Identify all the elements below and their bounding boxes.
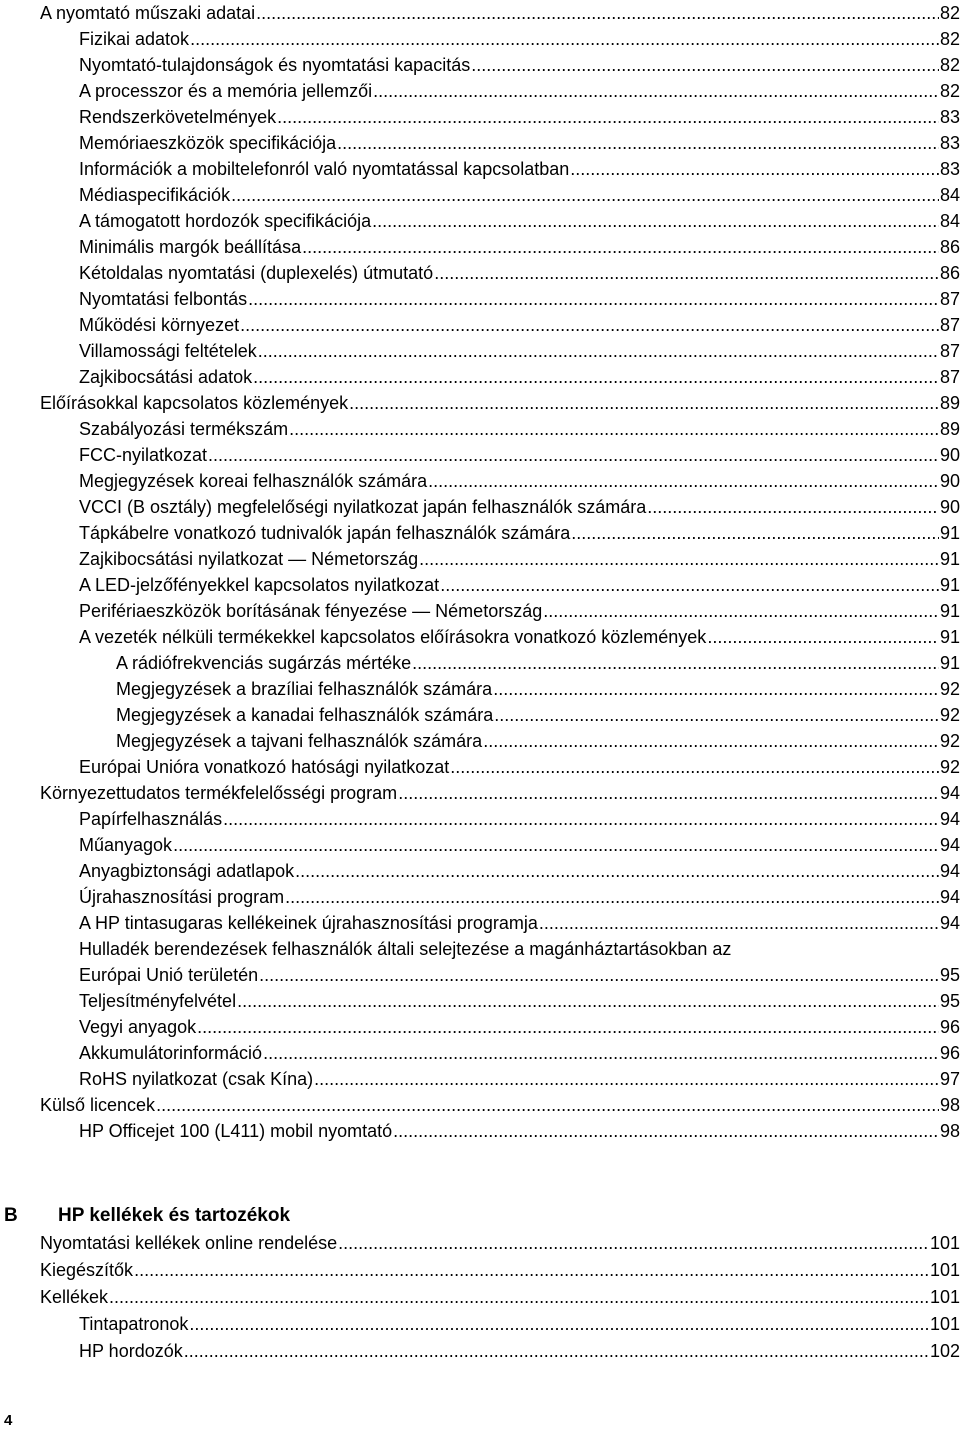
dot-leader: [337, 130, 939, 156]
toc-entry-title: Teljesítményfelvétel: [79, 991, 237, 1011]
toc-entry[interactable]: [40, 0, 960, 26]
toc-entry-page: 94: [939, 913, 960, 933]
dot-leader: [398, 780, 939, 806]
dot-leader: [571, 520, 939, 546]
toc-entry-title: Szabályozási termékszám: [79, 419, 289, 439]
toc-entry-title: Újrahasznosítási program: [79, 887, 285, 907]
dot-leader: [197, 1014, 939, 1040]
toc-entry-title: Tintapatronok: [79, 1314, 189, 1334]
dot-leader: [237, 988, 939, 1014]
toc-entry[interactable]: [79, 104, 960, 130]
toc-entry-page: 92: [939, 757, 960, 777]
toc-entry-title: A vezeték nélküli termékekkel kapcsolatos előírásokra vonatkozó közlemények: [79, 627, 707, 647]
toc-entry[interactable]: [79, 494, 960, 520]
toc-entry[interactable]: [79, 26, 960, 52]
toc-entry[interactable]: [116, 650, 960, 676]
dot-leader: [483, 728, 939, 754]
toc-entry[interactable]: [79, 1338, 960, 1364]
toc-entry-title: Előírásokkal kapcsolatos közlemények: [40, 393, 349, 413]
toc-entry-title: Akkumulátorinformáció: [79, 1043, 263, 1063]
toc-entry-title: RoHS nyilatkozat (csak Kína): [79, 1069, 314, 1089]
toc-entry[interactable]: [116, 728, 960, 754]
toc-entry[interactable]: [79, 364, 960, 390]
toc-entry-title: A támogatott hordozók specifikációja: [79, 211, 372, 231]
toc-entry-title: Műanyagok: [79, 835, 173, 855]
toc-entry[interactable]: [79, 468, 960, 494]
dot-leader: [253, 364, 939, 390]
toc-entry-title: Nyomtatási felbontás: [79, 289, 248, 309]
toc-entry-page: 87: [939, 315, 960, 335]
toc-entry[interactable]: [40, 1284, 960, 1310]
toc-entry-title: A HP tintasugaras kellékeinek újrahasznosítási programja: [79, 913, 538, 933]
toc-entry-page: 84: [939, 185, 960, 205]
dot-leader: [289, 416, 939, 442]
toc-entry[interactable]: [40, 1257, 960, 1283]
dot-leader: [338, 1230, 929, 1256]
toc-entry-page: 90: [939, 471, 960, 491]
toc-entry-title: VCCI (B osztály) megfelelőségi nyilatkozat japán felhasználók számára: [79, 497, 647, 517]
toc-entry-title: Villamossági feltételek: [79, 341, 257, 361]
toc-entry-title: FCC-nyilatkozat: [79, 445, 208, 465]
toc-entry-page: 94: [939, 835, 960, 855]
toc-entry[interactable]: [79, 1311, 960, 1337]
toc-entry[interactable]: [40, 1230, 960, 1256]
toc-entry-page: 91: [939, 575, 960, 595]
toc-entry-page: 92: [939, 705, 960, 725]
toc-entry-title: HP hordozók: [79, 1341, 183, 1361]
toc-entry-page: 91: [939, 627, 960, 647]
toc-entry[interactable]: [79, 754, 960, 780]
toc-entry-title: Papírfelhasználás: [79, 809, 223, 829]
toc-entry[interactable]: [79, 598, 960, 624]
page-number: 4: [4, 1412, 13, 1429]
dot-leader: [434, 260, 939, 286]
toc-entry-page: 83: [939, 159, 960, 179]
dot-leader: [259, 962, 939, 988]
toc-entry-page: 98: [939, 1121, 960, 1141]
toc-entry[interactable]: [40, 390, 960, 416]
dot-leader: [314, 1066, 939, 1092]
dot-leader: [419, 546, 939, 572]
toc-entry[interactable]: [79, 156, 960, 182]
toc-entry[interactable]: [79, 442, 960, 468]
dot-leader: [258, 338, 939, 364]
toc-entry-page: 92: [939, 731, 960, 751]
dot-leader: [248, 286, 939, 312]
toc-entry-title: Külső licencek: [40, 1095, 156, 1115]
toc-entry[interactable]: [79, 962, 960, 988]
toc-entry-title: A rádiófrekvenciás sugárzás mértéke: [116, 653, 412, 673]
dot-leader: [373, 78, 939, 104]
dot-leader: [493, 676, 939, 702]
toc-entry-page: 101: [929, 1260, 960, 1280]
toc-entry[interactable]: [79, 286, 960, 312]
toc-entry[interactable]: [116, 676, 960, 702]
toc-entry-title: A LED-jelzőfényekkel kapcsolatos nyilatkozat: [79, 575, 440, 595]
toc-entry[interactable]: [79, 416, 960, 442]
toc-entry-page: 87: [939, 341, 960, 361]
toc-entry[interactable]: [79, 988, 960, 1014]
dot-leader: [543, 598, 939, 624]
dot-leader: [189, 1311, 929, 1337]
toc-entry[interactable]: [40, 1092, 960, 1118]
toc-entry[interactable]: [79, 208, 960, 234]
toc-entry[interactable]: [116, 702, 960, 728]
toc-entry-title: Rendszerkövetelmények: [79, 107, 277, 127]
toc-entry[interactable]: [79, 182, 960, 208]
dot-leader: [412, 650, 939, 676]
toc-entry-title: A nyomtató műszaki adatai: [40, 3, 256, 23]
dot-leader: [156, 1092, 939, 1118]
dot-leader: [240, 312, 939, 338]
toc-entry[interactable]: [79, 832, 960, 858]
dot-leader: [231, 182, 939, 208]
dot-leader: [393, 1118, 939, 1144]
appendix-letter: B: [4, 1205, 18, 1226]
toc-entry-page: 97: [939, 1069, 960, 1089]
toc-entry-page: 96: [939, 1017, 960, 1037]
toc-entry[interactable]: [79, 1118, 960, 1144]
toc-entry-title: Nyomtatási kellékek online rendelése: [40, 1233, 338, 1253]
toc-entry-title: Zajkibocsátási nyilatkozat — Németország: [79, 549, 419, 569]
toc-entry-page: 83: [939, 133, 960, 153]
dot-leader: [428, 468, 939, 494]
toc-entry-page: 89: [939, 419, 960, 439]
dot-leader: [277, 104, 939, 130]
toc-entry[interactable]: [79, 338, 960, 364]
dot-leader: [647, 494, 939, 520]
toc-entry-page: 90: [939, 445, 960, 465]
appendix-heading: [0, 1202, 960, 1230]
toc-entry[interactable]: [79, 260, 960, 286]
dot-leader: [494, 702, 939, 728]
toc-entry[interactable]: [79, 234, 960, 260]
toc-entry[interactable]: [79, 806, 960, 832]
dot-leader: [471, 52, 939, 78]
toc-entry-page: 92: [939, 679, 960, 699]
toc-entry[interactable]: [40, 780, 960, 806]
dot-leader: [109, 1284, 929, 1310]
toc-entry-page: 91: [939, 549, 960, 569]
toc-entry-page: 98: [939, 1095, 960, 1115]
toc-entry-page: 101: [929, 1314, 960, 1334]
appendix-title: HP kellékek és tartozékok: [58, 1205, 291, 1226]
dot-leader: [707, 624, 939, 650]
toc-entry-title: A processzor és a memória jellemzői: [79, 81, 373, 101]
dot-leader: [173, 832, 939, 858]
toc-entry[interactable]: [79, 1066, 960, 1092]
toc-entry[interactable]: [79, 572, 960, 598]
toc-entry-title: Megjegyzések a kanadai felhasználók számára: [116, 705, 494, 725]
toc-entry-page: 86: [939, 263, 960, 283]
toc-entry-page: 82: [939, 3, 960, 23]
toc-entry-page: 96: [939, 1043, 960, 1063]
toc-entry-page: 82: [939, 55, 960, 75]
dot-leader: [256, 0, 939, 26]
toc-entry-title: Kétoldalas nyomtatási (duplexelés) útmutató: [79, 263, 434, 283]
toc-entry-title: Információk a mobiltelefonról való nyomtatással kapcsolatban: [79, 159, 570, 179]
toc-entry[interactable]: [79, 884, 960, 910]
toc-entry-page: 87: [939, 289, 960, 309]
toc-entry-page: 94: [939, 783, 960, 803]
dot-leader: [208, 442, 939, 468]
dot-leader: [539, 910, 939, 936]
dot-leader: [263, 1040, 939, 1066]
toc-entry[interactable]: [79, 1014, 960, 1040]
dot-leader: [190, 26, 939, 52]
toc-entry[interactable]: [79, 858, 960, 884]
toc-entry-title: Környezettudatos termékfelelősségi program: [40, 783, 398, 803]
toc-entry-title: Kiegészítők: [40, 1260, 134, 1280]
toc-entry-page: 101: [929, 1233, 960, 1253]
toc-entry-page: 91: [939, 601, 960, 621]
toc-entry[interactable]: [79, 130, 960, 156]
dot-leader: [570, 156, 939, 182]
dot-leader: [295, 858, 939, 884]
toc-entry-title: Médiaspecifikációk: [79, 185, 231, 205]
toc-entry-page: 95: [939, 965, 960, 985]
toc-entry[interactable]: [79, 312, 960, 338]
toc-entry-title: Perifériaeszközök borításának fényezése — Németország: [79, 601, 543, 621]
toc-entry-title: Fizikai adatok: [79, 29, 190, 49]
toc-entry-page: 89: [939, 393, 960, 413]
toc-entry-page: 83: [939, 107, 960, 127]
toc-entry-title: Európai Unióra vonatkozó hatósági nyilatkozat: [79, 757, 450, 777]
toc-entry-page: 90: [939, 497, 960, 517]
toc-entry-title: HP Officejet 100 (L411) mobil nyomtató: [79, 1121, 393, 1141]
toc-entry-page: 84: [939, 211, 960, 231]
toc-entry-title: Zajkibocsátási adatok: [79, 367, 253, 387]
toc-entry-page: 95: [939, 991, 960, 1011]
toc-entry-title: Megjegyzések koreai felhasználók számára: [79, 471, 428, 491]
toc-entry-title-line: Hulladék berendezések felhasználók általi selejtezése a magánháztartásokban az: [79, 939, 732, 959]
toc-entry[interactable]: [79, 78, 960, 104]
dot-leader: [450, 754, 939, 780]
dot-leader: [134, 1257, 929, 1283]
toc-entry[interactable]: [79, 546, 960, 572]
toc-entry-title: Anyagbiztonsági adatlapok: [79, 861, 295, 881]
toc-entry[interactable]: [79, 1040, 960, 1066]
toc-entry[interactable]: [79, 520, 960, 546]
toc-entry-page: 102: [929, 1341, 960, 1361]
toc-entry-title: Európai Unió területén: [79, 965, 259, 985]
toc-entry-page: 94: [939, 887, 960, 907]
toc-entry-page: 82: [939, 29, 960, 49]
toc-entry-title: Vegyi anyagok: [79, 1017, 197, 1037]
toc-entry[interactable]: [79, 624, 960, 650]
dot-leader: [184, 1338, 929, 1364]
dot-leader: [372, 208, 939, 234]
dot-leader: [349, 390, 939, 416]
toc-entry[interactable]: [79, 52, 960, 78]
toc-entry-title: Tápkábelre vonatkozó tudnivalók japán felhasználók számára: [79, 523, 571, 543]
dot-leader: [440, 572, 939, 598]
toc-entry-title: Működési környezet: [79, 315, 240, 335]
toc-entry-title: Kellékek: [40, 1287, 109, 1307]
toc-entry-page: 91: [939, 653, 960, 673]
toc-entry-title: Memóriaeszközök specifikációja: [79, 133, 337, 153]
toc-entry-title: Nyomtató-tulajdonságok és nyomtatási kapacitás: [79, 55, 471, 75]
toc-entry-page: 86: [939, 237, 960, 257]
toc-entry-page: 94: [939, 809, 960, 829]
dot-leader: [302, 234, 939, 260]
toc-entry-page: 82: [939, 81, 960, 101]
toc-entry-title: Minimális margók beállítása: [79, 237, 302, 257]
toc-entry-page: 91: [939, 523, 960, 543]
dot-leader: [223, 806, 939, 832]
toc-entry-page: 87: [939, 367, 960, 387]
toc-entry-title: Megjegyzések a brazíliai felhasználók számára: [116, 679, 493, 699]
dot-leader: [285, 884, 939, 910]
toc-entry-page: 94: [939, 861, 960, 881]
toc-entry-title: Megjegyzések a tajvani felhasználók számára: [116, 731, 483, 751]
toc-entry[interactable]: [79, 910, 960, 936]
toc-entry-page: 101: [929, 1287, 960, 1307]
